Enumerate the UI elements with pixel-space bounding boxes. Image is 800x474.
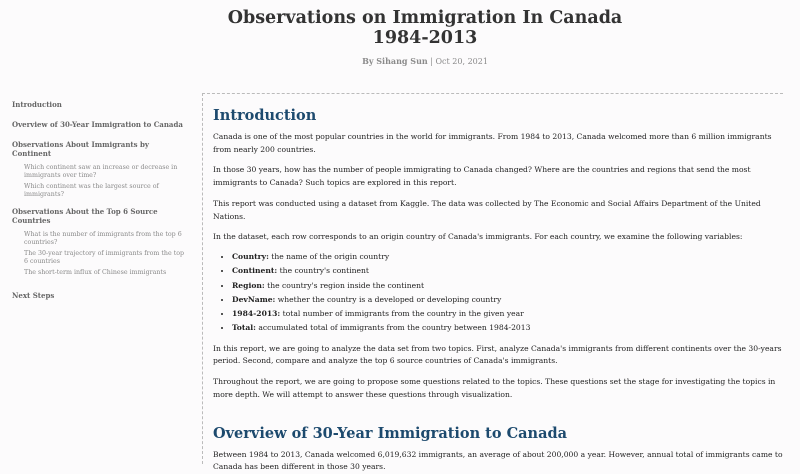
- variables-list: [213, 250, 783, 336]
- title-line-2: 1984-2013: [372, 28, 478, 48]
- author: By Sihang Sun: [362, 56, 428, 66]
- variable-desc: whether the country is a developed or developing country: [275, 294, 502, 304]
- list-item: [232, 264, 783, 278]
- variable-name: 1984-2013:: [232, 309, 281, 319]
- toc-item-top6[interactable]: Observations About the Top 6 Source Countries: [12, 207, 158, 225]
- toc-item-introduction[interactable]: Introduction: [12, 100, 62, 109]
- list-item: [232, 279, 783, 293]
- variable-desc: the country's continent: [277, 266, 369, 276]
- variable-desc: accumulated total of immigrants from the country between 1984-2013: [255, 323, 531, 333]
- toc-subitem-largest-continent[interactable]: Which continent was the largest source of immigrants?: [24, 183, 159, 198]
- list-item: [232, 250, 783, 264]
- toc-subitem-continent-change[interactable]: Which continent saw an increase or decrease in immigrants over time?: [24, 164, 178, 179]
- toc-item-continent[interactable]: Observations About Immigrants by Continent: [12, 140, 149, 158]
- variable-name: Region:: [232, 280, 265, 290]
- introduction-heading: Introduction: [213, 107, 317, 124]
- report-header: [0, 8, 800, 66]
- introduction-section: [213, 106, 783, 402]
- variable-desc: total number of immigrants from the country in the given year: [280, 309, 524, 319]
- intro-paragraph-6: Throughout the report, we are going to propose some questions related to the topics. These questions set the stage for investigating the topics in more depth. We will attempt to answer these questions through visualization.: [213, 377, 776, 399]
- toc-subitem-top6-trajectory[interactable]: The 30-year trajectory of immigrants from the top 6 countries: [24, 250, 185, 265]
- variable-desc: the country's region inside the continent: [264, 280, 425, 290]
- toc-item-next-steps[interactable]: Next Steps: [12, 290, 55, 300]
- publish-date: Oct 20, 2021: [435, 57, 488, 66]
- variable-name: Continent:: [232, 266, 278, 276]
- overview-paragraph-1: Between 1984 to 2013, Canada welcomed 6,019,632 immigrants, an average of about 200,000 a year. However, annual total of immigrants came to Canada has been different in those 30 years.: [213, 449, 783, 472]
- toc-subitem-chinese-influx[interactable]: The short-term influx of Chinese immigrants: [24, 269, 167, 276]
- report-title: [50, 8, 800, 48]
- variable-name: Total:: [232, 323, 256, 333]
- byline: [50, 56, 800, 66]
- overview-section: [213, 424, 783, 474]
- toc-subitem-top6-number[interactable]: What is the number of immigrants from the top 6 countries?: [24, 231, 182, 246]
- list-item: [232, 293, 783, 307]
- intro-paragraph-1: Canada is one of the most popular countries in the world for immigrants. From 1984 to 2013, Canada welcomed more than 6 million immigrants from nearly 200 countries.: [213, 132, 772, 154]
- variable-name: DevName:: [232, 294, 276, 304]
- intro-paragraph-3: This report was conducted using a dataset from Kaggle. The data was collected by The Economic and Social Affairs Department of the United Nations.: [213, 198, 761, 221]
- overview-heading: Overview of 30-Year Immigration to Canada: [213, 424, 568, 442]
- intro-paragraph-4: In the dataset, each row corresponds to an origin country of Canada's immigrants. For each country, we examine the following variables:: [213, 232, 743, 242]
- table-of-contents: [12, 100, 190, 311]
- list-item: [232, 321, 783, 335]
- intro-paragraph-5: In this report, we are going to analyze the data set from two topics. First, analyze Canada's immigrants from different continents over the 30-years period. Second, compare and analyze the top 6 source countries of Canada's immigrants.: [213, 343, 782, 366]
- main-content: [202, 93, 783, 472]
- intro-paragraph-2: In those 30 years, how has the number of people immigrating to Canada changed? Where are the countries and regions that send the most immigrants to Canada? Such topics are explored in this report.: [213, 165, 751, 188]
- variable-desc: the name of the origin country: [268, 251, 390, 261]
- variable-name: Country:: [232, 251, 269, 261]
- title-line-1: Observations on Immigration In Canada: [227, 8, 623, 28]
- toc-item-overview[interactable]: Overview of 30-Year Immigration to Canada: [12, 120, 183, 129]
- byline-separator: |: [430, 57, 433, 66]
- list-item: [232, 307, 783, 321]
